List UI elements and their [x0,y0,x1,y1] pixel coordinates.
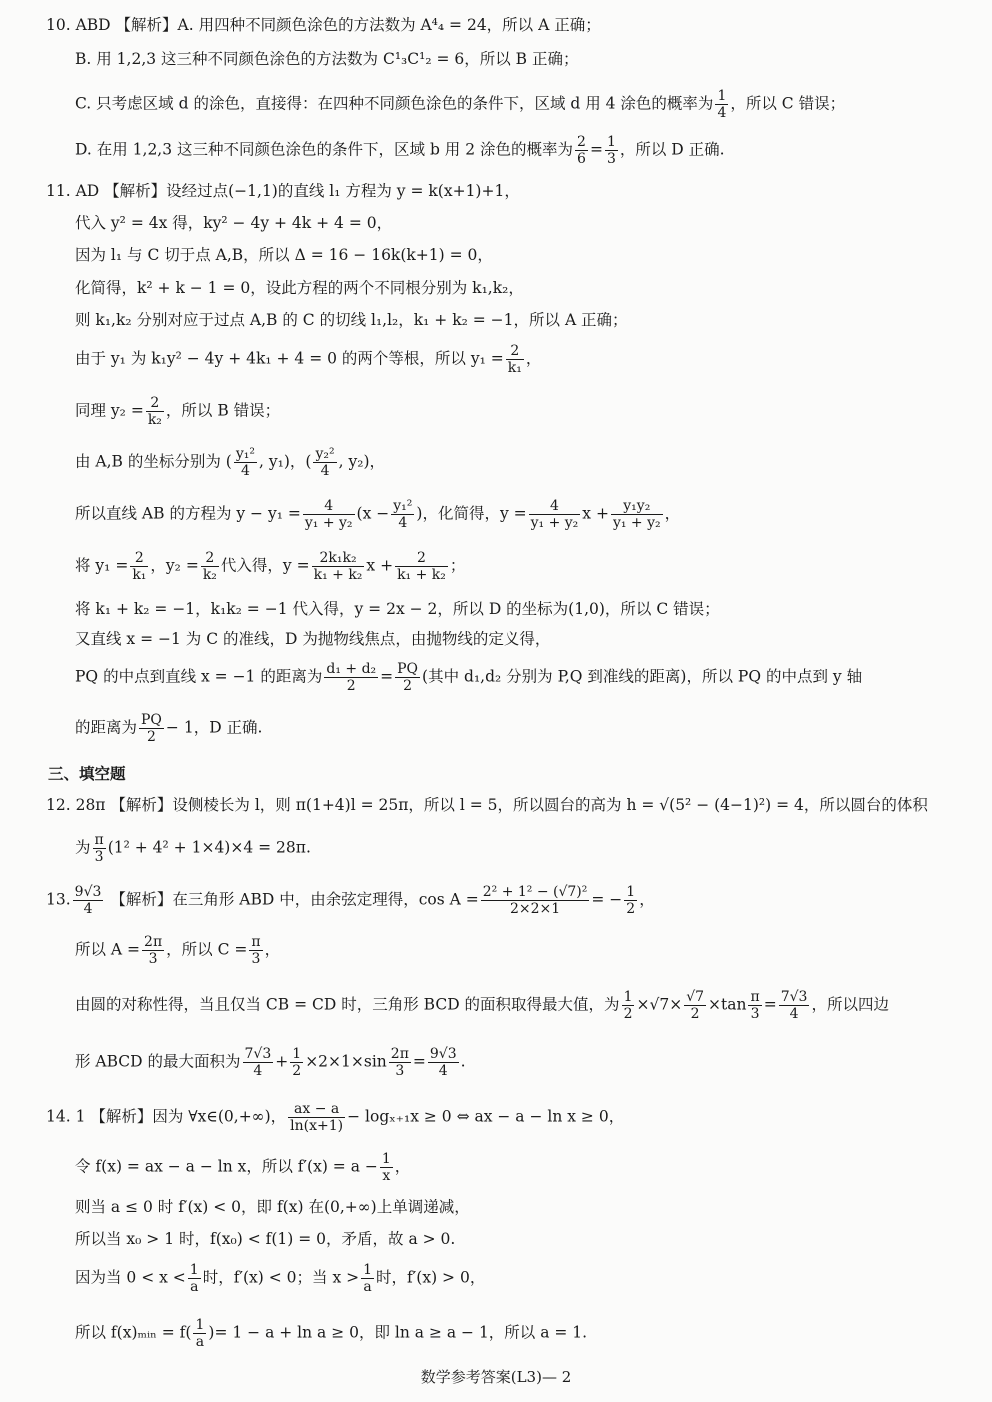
fraction: $\frac{2}{6}$ [577,134,586,168]
q11-line-9: 所以直线 AB 的方程为 y − y₁ = $\frac{4}{\text{y₁ + y₂}}$ (x − $\frac{\text{y₁²}}{4}$ )，化简得，y = $\frac{4}{\text{y₁ + y₂}}$ x + $\frac{\text{y₁y₂}}{\text{y₁ + y₂}}$ ， [75,498,681,532]
q13-line-3: 由圆的对称性得，当且仅当 CB = CD 时，三角形 BCD 的面积取得最大值，为 $\frac{1}{2}$ ×√7× $\frac{√7}{2}$ ×tan $\frac{\pi}{3}$ = $\frac{7√3}{4}$ ，所以四边 [75,989,889,1023]
q13-line-2: 所以 A = $\frac{2\pi}{3}$ ，所以 C = $\frac{\pi}{3}$ ， [75,934,281,968]
q14-line-6: 所以 f(x)ₘᵢₙ = f( $\frac{1}{a}$ )= 1 − a + ln a ≥ 0，即 ln a ≥ a − 1，所以 a = 1. [75,1317,588,1351]
text: D. 在用 1,2,3 这三种不同颜色涂色的条件下，区域 b 用 2 涂色的概率为 [75,140,574,159]
q11-line-3: 因为 l₁ 与 C 切于点 A,B，所以 Δ = 16 − 16k(k+1) = 0， [75,246,493,264]
q11-line-1: 11. AD 【解析】设经过点(−1,1)的直线 l₁ 方程为 y = k(x+1)+1， [46,182,520,200]
q10-line-3 [75,88,845,121]
q11-line-14: 的距离为 $\frac{PQ}{2}$ − 1，D 正确. [75,712,263,746]
q14-line-3: 则当 a ≤ 0 时 f′(x) < 0，即 f(x) 在(0,+∞)上单调递减， [75,1198,470,1216]
q11-line-4: 化简得，k² + k − 1 = 0，设此方程的两个不同根分别为 k₁,k₂， [75,279,524,297]
fraction: $\frac{1}{3}$ [606,134,616,168]
q11-line-8: 由 A,B 的坐标分别为 ( $\frac{\text{y₁²}}{4}$ , y₁)，( $\frac{\text{y₂²}}{4}$ , y₂)， [75,446,386,480]
fraction: $\frac{1}{4}$ [717,88,727,122]
q14-line-2: 令 f(x) = ax − a − ln x，所以 f′(x) = a − $\frac{1}{x}$ ， [75,1151,411,1185]
q14-line-4: 所以当 x₀ > 1 时，f(x₀) < f(1) = 0，矛盾，故 a > 0. [75,1230,456,1248]
q10-line-4: D. 在用 1,2,3 这三种不同颜色涂色的条件下，区域 b 用 2 涂色的概率为 $\frac{2}{6}$ = $\frac{1}{3}$ ，所以 D 正确. [75,134,725,168]
q14-line-1: 14. 1 【解析】因为 ∀x∈(0,+∞)， $\frac{ax - a}{\ln(x+1)}$ − logₓ₊₁x ≥ 0 ⇔ ax − a − ln x ≥ 0， [46,1101,625,1135]
q11-line-12: 又直线 x = −1 为 C 的准线，D 为抛物线焦点，由抛物线的定义得， [75,630,551,648]
q12-line-1: 12. 28π 【解析】设侧棱长为 l，则 π(1+4)l = 25π，所以 l = 5，所以圆台的高为 h = √(5² − (4−1)²) = 4，所以圆台的体积 [46,796,928,814]
text: C. 只考虑区域 d 的涂色，直接得：在四种不同颜色涂色的条件下，区域 d 用 4 涂色的概率为 [75,94,714,113]
q10-line-2: B. 用 1,2,3 这三种不同颜色涂色的方法数为 C¹₃C¹₂ = 6，所以 B 正确； [75,50,579,68]
q12-line-2: 为 $\frac{\pi}{3}$ (1² + 4² + 1×4)×4 = 28π. [75,832,311,866]
q11-line-13: PQ 的中点到直线 x = −1 的距离为 $\frac{\text{d₁ + d₂}}{2}$ = $\frac{PQ}{2}$ (其中 d₁,d₂ 分别为 P,Q 到准线的距离)，所以 PQ 的中点到 y 轴 [75,661,863,695]
q11-line-6: 由于 y₁ 为 k₁y² − 4y + 4k₁ + 4 = 0 的两个等根，所以 y₁ = $\frac{2}{\text{k₁}}$ ， [75,343,542,377]
q11-line-11: 将 k₁ + k₂ = −1，k₁k₂ = −1 代入得，y = 2x − 2，所以 D 的坐标为(1,0)，所以 C 错误； [75,600,720,618]
q13-line-1: 13. $\frac{9√3}{4}$ 【解析】在三角形 ABD 中，由余弦定理得，cos A = $\frac{\text{2² + 1² − (√7)²}}{2\times 2\times 1}$ = − $\frac{1}{2}$ ， [46,884,655,918]
q11-line-5: 则 k₁,k₂ 分别对应于过点 A,B 的 C 的切线 l₁,l₂，k₁ + k₂ = −1，所以 A 正确； [75,311,628,329]
section-heading: 三、填空题 [48,764,126,783]
q11-line-10: 将 y₁ = $\frac{2}{\text{k₁}}$ ，y₂ = $\frac{2}{\text{k₂}}$ 代入得，y = $\frac{\text{2k₁k₂}}{\text{k₁ + k₂}}$ x + $\frac{2}{\text{k₁ + k₂}}$ ； [75,550,466,584]
q11-line-2: 代入 y² = 4x 得，ky² − 4y + 4k + 4 = 0， [75,214,393,232]
q13-line-4: 形 ABCD 的最大面积为 $\frac{7√3}{4}$ + $\frac{1}{2}$ ×2×1×sin $\frac{2\pi}{3}$ = $\frac{9√3}{4}$ . [75,1046,466,1080]
text: ，所以 D 正确. [619,140,725,159]
page-footer: 数学参考答案(L3)— 2 [420,1368,572,1386]
text: ，所以 C 错误； [730,94,846,113]
q11-line-7: 同理 y₂ = $\frac{2}{\text{k₂}}$ ，所以 B 错误； [75,395,281,429]
q10-line-1: 10. ABD 【解析】A. 用四种不同颜色涂色的方法数为 A⁴₄ = 24，所以 A 正确； [46,16,601,34]
q14-line-5: 因为当 0 < x < $\frac{1}{a}$ 时，f′(x) < 0；当 x > $\frac{1}{a}$ 时，f′(x) > 0， [75,1262,486,1296]
